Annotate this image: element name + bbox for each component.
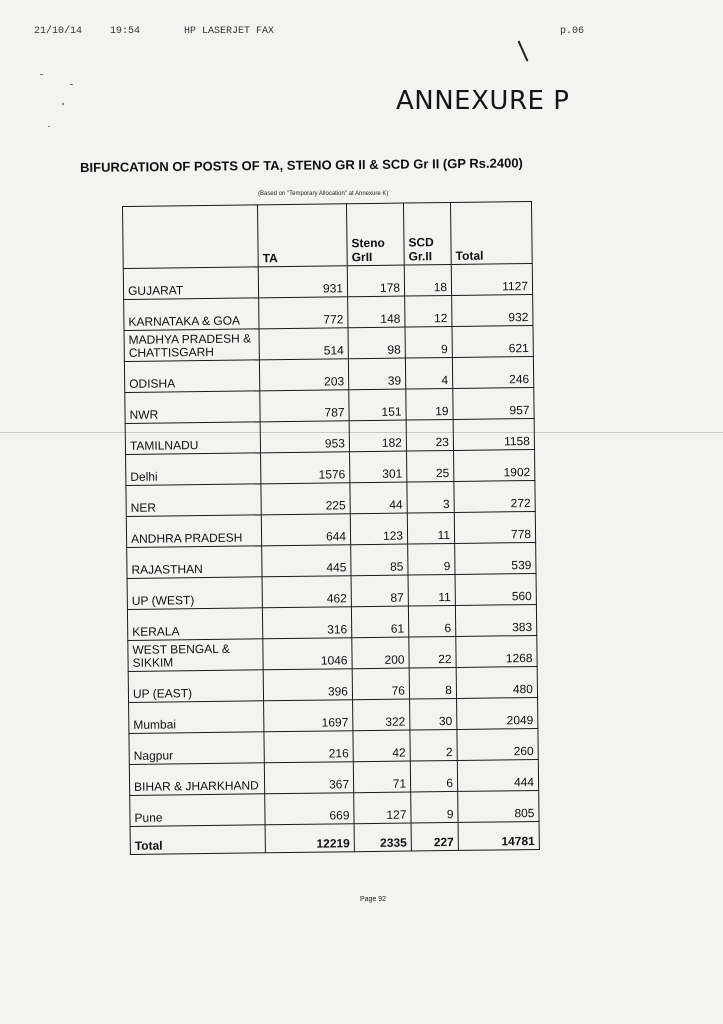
header-scd-line2: Gr.II <box>408 249 433 264</box>
scd-cell: 22 <box>409 636 456 668</box>
total-cell: 805 <box>458 790 539 822</box>
ta-cell: 203 <box>259 359 348 391</box>
steno-cell: 151 <box>349 389 406 421</box>
table-header-row <box>123 201 533 268</box>
state-cell: ANDHRA PRADESH <box>126 515 261 548</box>
table-row <box>129 728 538 764</box>
state-cell: Mumbai <box>129 701 264 734</box>
total-cell: 1268 <box>456 635 537 667</box>
table-row <box>128 666 537 702</box>
total-cell: 957 <box>453 387 534 419</box>
fax-date: 21/10/14 <box>34 26 83 37</box>
total-cell: 1902 <box>454 449 535 481</box>
total-cell: 444 <box>457 759 538 791</box>
steno-cell: 85 <box>351 544 408 576</box>
state-cell: RAJASTHAN <box>127 546 262 579</box>
steno-cell: 76 <box>352 668 409 700</box>
state-cell: BIHAR & JHARKHAND <box>129 763 264 796</box>
state-cell: WEST BENGAL & SIKKIM <box>128 639 263 672</box>
steno-cell: 148 <box>348 296 405 328</box>
header-steno-line2: GrII <box>351 249 373 265</box>
state-cell: UP (EAST) <box>128 670 263 703</box>
scd-cell: 23 <box>406 419 453 451</box>
table-row <box>129 759 538 795</box>
header-steno <box>346 203 404 266</box>
document-title: BIFURCATION OF POSTS OF TA, STENO GR II & SCD Gr II (GP Rs.2400) <box>80 155 523 175</box>
scd-cell: 9 <box>408 543 455 575</box>
state-cell: Pune <box>130 794 265 827</box>
ta-cell: 953 <box>260 421 349 453</box>
total-cell: 260 <box>457 728 538 760</box>
scd-cell: 18 <box>404 264 451 296</box>
state-cell: Nagpur <box>129 732 264 765</box>
scan-speck <box>70 84 73 85</box>
scd-cell: 30 <box>410 698 457 730</box>
ta-total-cell: 12219 <box>265 824 354 853</box>
ta-cell: 462 <box>262 576 351 608</box>
ta-cell: 216 <box>264 731 353 763</box>
total-cell: 1127 <box>451 263 532 295</box>
state-cell: GUJARAT <box>123 267 258 300</box>
steno-cell: 182 <box>349 420 406 452</box>
page-number: Page 92 <box>360 896 387 903</box>
steno-cell: 42 <box>353 730 410 762</box>
ta-cell: 316 <box>262 607 351 639</box>
header-steno-line1: Steno <box>351 235 385 251</box>
table-total-row <box>130 821 539 854</box>
steno-cell: 87 <box>351 575 408 607</box>
table-row <box>126 511 535 547</box>
total-cell: 1158 <box>453 418 534 450</box>
scd-cell: 2 <box>410 729 457 761</box>
header-scd <box>403 202 451 265</box>
scd-cell: 9 <box>405 326 452 358</box>
steno-cell: 44 <box>350 482 407 514</box>
table-row <box>125 387 534 423</box>
steno-cell: 71 <box>353 761 410 793</box>
ta-cell: 669 <box>265 793 354 825</box>
fax-device-name: HP LASERJET FAX <box>184 26 275 37</box>
grand-total-cell: 14781 <box>458 821 539 850</box>
total-cell: 272 <box>454 480 535 512</box>
posts-table <box>122 201 540 855</box>
total-cell: 2049 <box>457 697 538 729</box>
scd-cell: 11 <box>407 512 454 544</box>
total-cell: 246 <box>452 356 533 388</box>
steno-cell: 127 <box>354 792 411 824</box>
document-subtitle: (Based on "Temporary Allocation" at Annexure K) <box>258 191 389 197</box>
total-cell: 560 <box>455 573 536 605</box>
steno-total-cell: 2335 <box>354 823 411 852</box>
fax-page-number: p.06 <box>560 26 585 37</box>
fax-time: 19:54 <box>110 26 141 37</box>
table-row <box>130 790 539 826</box>
steno-cell: 123 <box>350 513 407 545</box>
header-ta: TA <box>257 204 347 267</box>
table-row <box>125 418 534 454</box>
steno-cell: 98 <box>348 327 405 359</box>
ta-cell: 644 <box>261 514 350 546</box>
scd-cell: 6 <box>410 760 457 792</box>
table-row <box>127 573 536 609</box>
scd-total-cell: 227 <box>411 822 458 851</box>
ta-cell: 445 <box>262 545 351 577</box>
scd-cell: 25 <box>407 450 454 482</box>
state-cell: TAMILNADU <box>125 422 260 455</box>
ta-cell: 514 <box>259 328 348 360</box>
table-row <box>123 263 532 299</box>
state-cell: NER <box>126 484 261 517</box>
posts-table-wrapper <box>122 201 540 855</box>
table-row <box>124 356 533 392</box>
table-row <box>124 325 533 361</box>
ta-cell: 772 <box>259 297 348 329</box>
ta-cell: 931 <box>258 266 347 298</box>
steno-cell: 61 <box>351 606 408 638</box>
ta-cell: 1046 <box>263 638 352 670</box>
ta-cell: 225 <box>261 483 350 515</box>
table-row <box>124 294 533 330</box>
total-cell: 778 <box>454 511 535 543</box>
total-cell: 383 <box>455 604 536 636</box>
table-row <box>126 480 535 516</box>
steno-cell: 301 <box>350 451 407 483</box>
total-cell: 480 <box>456 666 537 698</box>
table-row <box>128 635 537 671</box>
scd-cell: 11 <box>408 574 455 606</box>
header-total: Total <box>450 201 532 264</box>
state-cell: Delhi <box>126 453 261 486</box>
steno-cell: 322 <box>353 699 410 731</box>
scd-cell: 3 <box>407 481 454 513</box>
state-cell: ODISHA <box>124 360 259 393</box>
total-cell: 621 <box>452 325 533 357</box>
total-label-cell: Total <box>130 825 265 855</box>
pen-mark <box>518 41 529 62</box>
steno-cell: 178 <box>347 265 404 297</box>
scd-cell: 4 <box>405 357 452 389</box>
ta-cell: 787 <box>260 390 349 422</box>
state-cell: UP (WEST) <box>127 577 262 610</box>
scd-cell: 12 <box>405 295 452 327</box>
ta-cell: 396 <box>263 669 352 701</box>
scd-cell: 9 <box>411 791 458 823</box>
state-cell: MADHYA PRADESH & CHATTISGARH <box>124 329 259 362</box>
state-cell: NWR <box>125 391 260 424</box>
steno-cell: 200 <box>352 637 409 669</box>
header-state <box>123 205 259 269</box>
annexure-heading: ANNEXURE P <box>396 86 570 116</box>
steno-cell: 39 <box>348 358 405 390</box>
ta-cell: 1576 <box>261 452 350 484</box>
scan-speck <box>40 74 43 75</box>
total-cell: 539 <box>455 542 536 574</box>
scd-cell: 19 <box>406 388 453 420</box>
scd-cell: 6 <box>408 605 455 637</box>
table-row <box>129 697 538 733</box>
total-cell: 932 <box>452 294 533 326</box>
ta-cell: 1697 <box>264 700 353 732</box>
state-cell: KARNATAKA & GOA <box>124 298 259 331</box>
header-scd-line1: SCD <box>408 235 434 250</box>
scan-speck <box>62 103 64 105</box>
table-row <box>127 604 536 640</box>
table-row <box>126 449 535 485</box>
table-row <box>127 542 536 578</box>
scd-cell: 8 <box>409 667 456 699</box>
ta-cell: 367 <box>264 762 353 794</box>
state-cell: KERALA <box>127 608 262 641</box>
scan-speck <box>48 126 50 127</box>
